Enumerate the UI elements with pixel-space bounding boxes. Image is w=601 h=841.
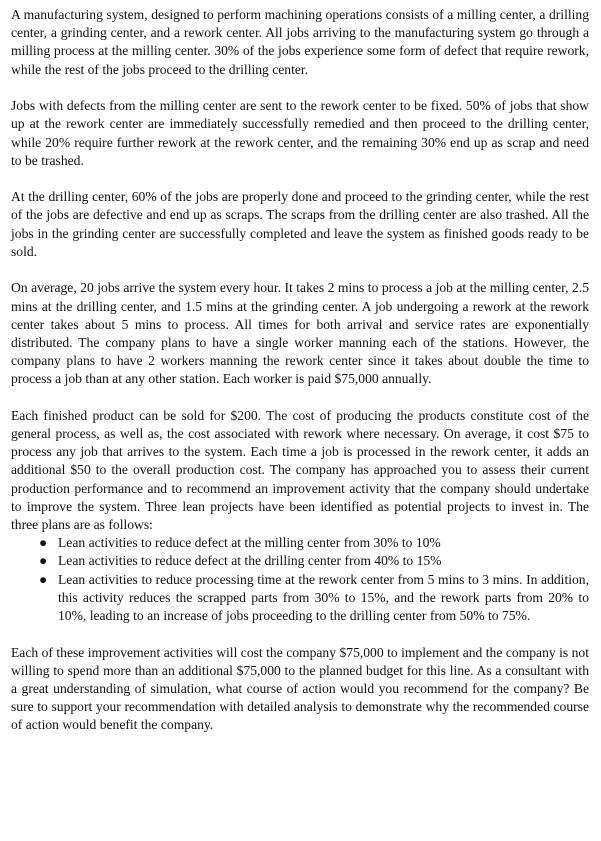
- plans-list: [11, 534, 589, 625]
- bullet-icon: ●: [39, 553, 48, 569]
- paragraph-arrival-and-staffing: On average, 20 jobs arrive the system every hour. It takes 2 mins to process a job at the milling center, 2.5 mins at the drilling center, and 1.5 mins at the grinding center. A job undergoing a rework at the rework center takes about 5 mins to process. All times for both arrival and service rates are exponentially distributed. The company plans to have a single worker manning each of the stations. However, the company plans to have 2 workers manning the rework center since it takes about double the time to process a job than at any other station. Each worker is paid $75,000 annually.: [11, 280, 589, 387]
- paragraph-rework-center: Jobs with defects from the milling center are sent to the rework center to be fixed. 50% of jobs that show up at the rework center are immediately successfully remedied and then proceed to the drilling center, while 20% require further rework at the rework center, and the remaining 30% end up as scrap and need to be trashed.: [11, 98, 589, 168]
- list-item: [39, 552, 589, 570]
- plan-text: Lean activities to reduce processing time at the rework center from 5 mins to 3 mins. In addition, this activity reduces the scrapped parts from 30% to 15%, and the rework parts from 20% to 10%, leading to an increase of jobs proceeding to the drilling center from 50% to 75%.: [58, 571, 589, 624]
- list-item: [39, 534, 589, 552]
- bullet-icon: ●: [39, 535, 48, 551]
- plan-text: Lean activities to reduce defect at the drilling center from 40% to 15%: [58, 553, 442, 569]
- paragraph-closing-question: Each of these improvement activities will cost the company $75,000 to implement and the company is not willing to spend more than an additional $75,000 to the planned budget for this line. As a consultant with a great understanding of simulation, what course of action would you recommend for the company? Be sure to support your recommendation with detailed analysis to demonstrate why the recommended course of action would benefit the company.: [11, 644, 589, 733]
- plan-text: Lean activities to reduce defect at the milling center from 30% to 10%: [58, 535, 441, 551]
- paragraph-drilling-center: At the drilling center, 60% of the jobs are properly done and proceed to the grinding center, while the rest of the jobs are defective and end up as scraps. The scraps from the drilling center are also trashed. All the jobs in the grinding center are successfully completed and leave the system as finished goods ready to be sold.: [11, 189, 589, 259]
- paragraph-costs-and-plans: Each finished product can be sold for $200. The cost of producing the products constitute cost of the general process, as well as, the cost associated with rework where necessary. On average, it cost $75 to process any job that arrives to the system. Each time a job is processed in the rework center, it adds an additional $50 to the overall production cost. The company has approached you to assess their current production performance and to recommend an improvement activity that the company should undertake to improve the system. Three lean projects have been identified as potential projects to invest in. The three plans are as follows:: [11, 407, 589, 533]
- list-item: [39, 571, 589, 626]
- paragraph-system-overview: A manufacturing system, designed to perform machining operations consists of a milling center, a drilling center, a grinding center, and a rework center. All jobs arriving to the manufacturing system go through a milling process at the milling center. 30% of the jobs experience some form of defect that require rework, while the rest of the jobs proceed to the drilling center.: [11, 7, 589, 77]
- bullet-icon: ●: [39, 571, 48, 587]
